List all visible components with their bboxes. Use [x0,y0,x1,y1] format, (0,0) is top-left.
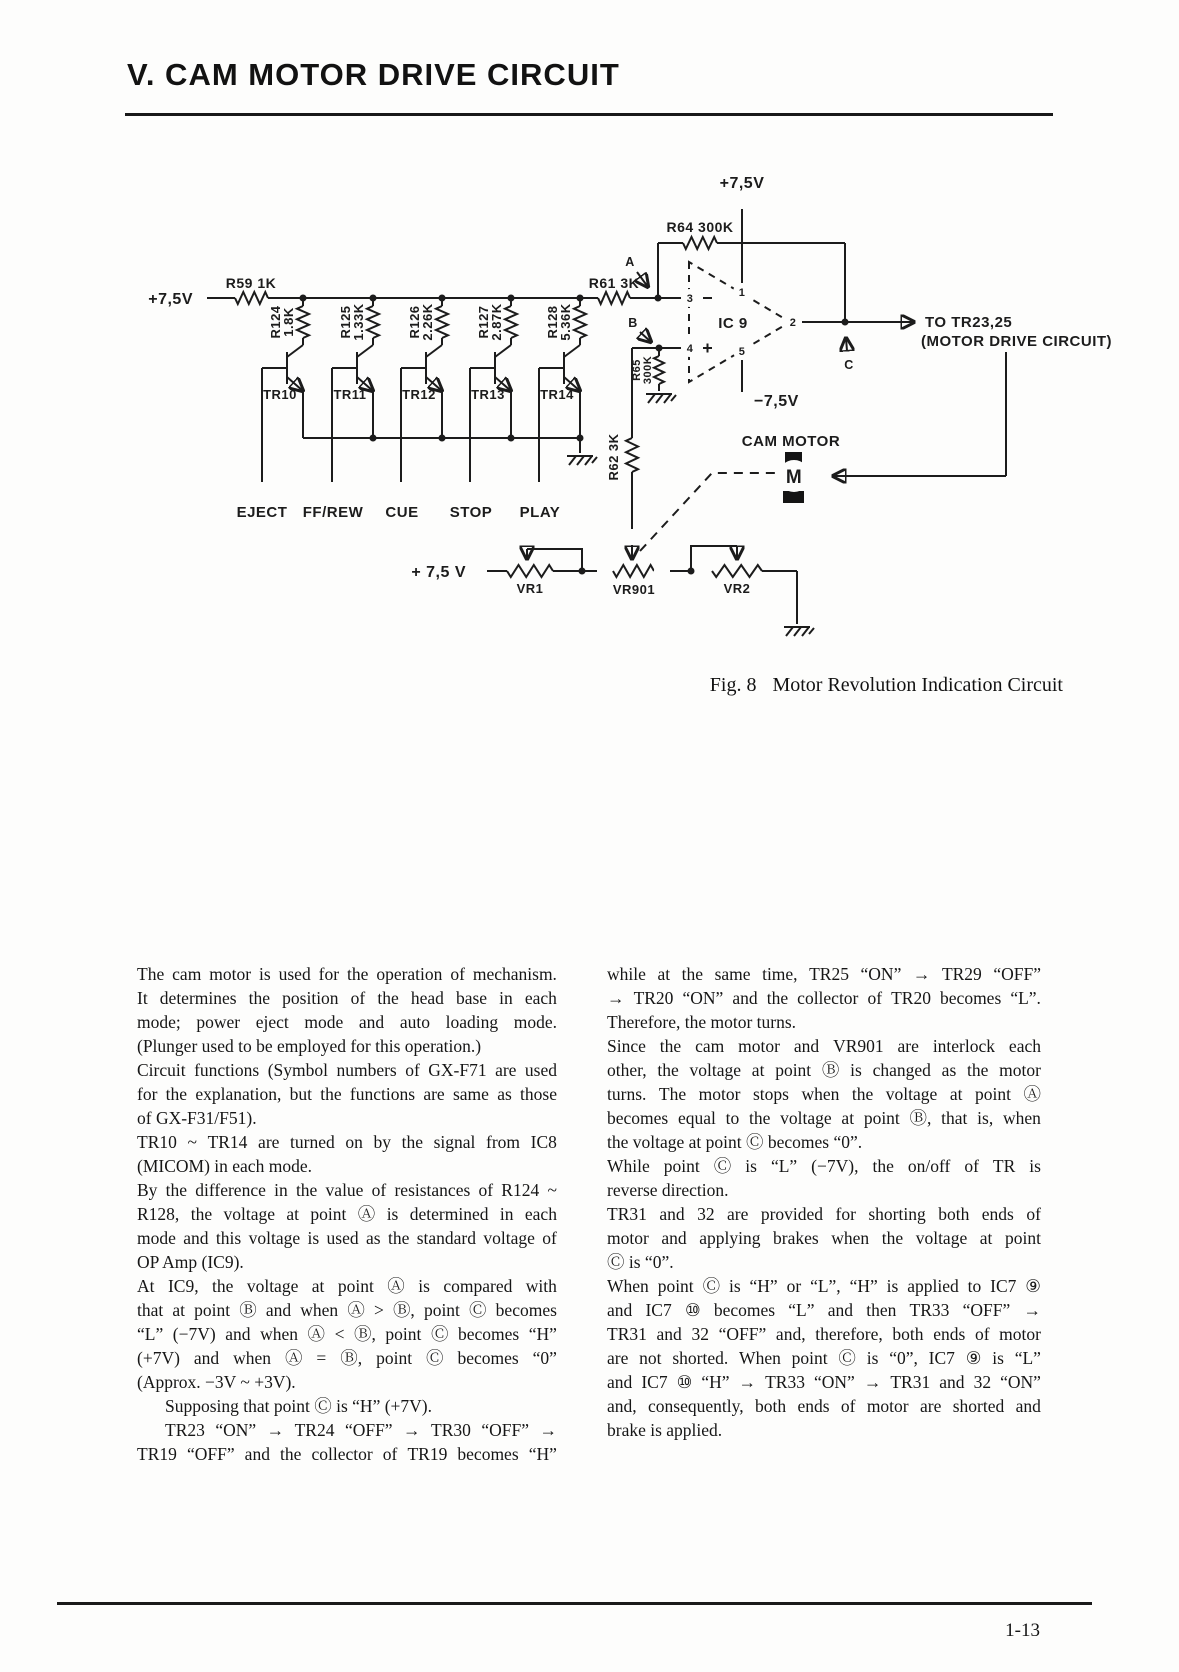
text-line: other, the voltage at point Ⓑ is changed as the motor [607,1060,1041,1080]
vr901-label: VR901 [612,582,656,597]
body-column-left [137,962,557,1466]
r126-name: R126 [407,305,422,339]
supply-bottom-label: −7,5V [754,393,799,410]
supply-left-label: +7,5V [148,291,193,308]
eject-label: EJECT [236,504,288,521]
output-label-2: (MOTOR DRIVE CIRCUIT) [921,333,1113,350]
r65-name: R65 [631,359,643,381]
vr1-resistor [507,565,553,577]
r127-value: 2.87K [489,303,504,341]
text-line: (+7V) and when Ⓐ = Ⓑ, point Ⓒ becomes “0” [137,1348,557,1368]
text-line: When point Ⓒ is “H” or “L”, “H” is applied to IC7 ⑨ [607,1276,1041,1296]
supply-top-label: +7,5V [719,175,765,192]
r59-label: R59 1K [225,275,277,291]
text-line: Ⓒ is “0”. [607,1252,674,1272]
cam-motor-schematic [0,0,1179,680]
tr14-label: TR14 [540,387,574,402]
text-line: R128, the voltage at point Ⓐ is determined in each [137,1204,557,1224]
vr1-label: VR1 [516,581,544,596]
r124-name: R124 [268,305,283,339]
branch-tr12 [385,298,448,521]
vr2-label: VR2 [723,581,751,596]
resistor-r64 [666,219,733,249]
motor-m-label: M [785,467,803,488]
footer-rule [57,1602,1092,1605]
text-line: At IC9, the voltage at point Ⓐ is compared with [137,1276,557,1296]
play-label: PLAY [519,504,561,521]
r128-name: R128 [545,305,560,339]
text-line: While point Ⓒ is “L” (−7V), the on/off of TR is [607,1156,1041,1176]
left-supply-terminal [148,291,207,308]
text-line: are not shorted. When point Ⓒ is “0”, IC7 ⑨ is “L” [607,1348,1041,1368]
pin-5: 5 [738,346,746,358]
text-line: and, consequently, both ends of motor are shorted and [607,1396,1041,1416]
figure-caption [540,674,1063,697]
r65-value: 300K [642,355,654,385]
text-line: By the difference in the value of resistances of R124 ~ [137,1180,557,1200]
resistor-r65 [631,348,676,403]
ground-icon [567,456,597,465]
text-line: Supposing that point Ⓒ is “H” (+7V). [165,1396,433,1416]
pin-4: 4 [686,343,694,355]
text-line: Since the cam motor and VR901 are interlock each [607,1036,1041,1056]
text-line: mode; power eject mode and auto loading mode. [137,1012,557,1032]
tr13-label: TR13 [471,387,505,402]
eject-terminal [254,482,270,498]
output-label-1: TO TR23,25 [925,314,1013,331]
body-column-right [607,962,1041,1442]
text-line: of GX-F31/F51). [137,1108,257,1128]
opamp-vminus-supply [735,360,799,410]
point-c-label: C [844,358,854,372]
text-line: for the explanation, but the functions are same as those [137,1084,557,1104]
ffrew-terminal [324,482,340,498]
figure-number: Fig. 8 [709,674,757,696]
r62-label: R62 3K [606,433,621,481]
r124-value: 1.8K [281,307,296,337]
stop-label: STOP [449,504,493,521]
r125-value: 1.33K [351,303,366,341]
cam-motor-label: CAM MOTOR [741,433,841,450]
cue-label: CUE [385,504,419,521]
pin-2: 2 [789,317,797,329]
r128-value: 5.36K [558,303,573,341]
cam-motor [742,433,840,503]
point-a-label: A [625,255,635,269]
text-line: TR31 and 32 are provided for shorting both ends of [607,1204,1041,1224]
branch-tr13 [450,298,517,521]
pin-3: 3 [686,293,694,305]
text-line: Circuit functions (Symbol numbers of GX-F71 are used [137,1060,557,1080]
text-line: turns. The motor stops when the voltage at point Ⓐ [607,1084,1041,1104]
tr10-label: TR10 [263,387,297,402]
text-line: → TR20 “ON” and the collector of TR20 becomes “L”. [607,988,1041,1008]
ffrew-label: FF/REW [302,504,364,521]
r64-label: R64 300K [666,219,734,235]
text-line: “L” (−7V) and when Ⓐ < Ⓑ, point Ⓒ becomes “H” [137,1324,557,1344]
figure-title: Motor Revolution Indication Circuit [772,674,1063,696]
point-b [622,311,651,342]
motor-vr901-link [640,473,777,551]
text-line: mode and this voltage is used as the standard voltage of [137,1228,557,1248]
r125-name: R125 [338,305,353,339]
resistor-r59 [226,275,276,304]
cue-terminal [393,482,409,498]
resistor-r61 [589,275,639,304]
text-line: (Approx. −3V ~ +3V). [137,1372,296,1392]
text-line: TR31 and 32 “OFF” and, therefore, both ends of motor [607,1324,1041,1344]
text-line: The cam motor is used for the operation of mechanism. [137,964,557,984]
tr11-label: TR11 [333,387,367,402]
text-line: while at the same time, TR25 “ON” → TR29 “OFF” [607,964,1041,984]
vr-row [411,546,814,636]
text-line: the voltage at point Ⓒ becomes “0”. [607,1132,863,1152]
text-line: motor and applying brakes when the voltage at point [607,1228,1041,1248]
branch-tr10 [237,298,309,521]
vr901-resistor [613,565,654,577]
text-line: (Plunger used to be employed for this operation.) [137,1036,482,1056]
branch-tr14 [520,298,586,521]
r127-name: R127 [476,305,491,339]
text-line: (MICOM) in each mode. [137,1156,312,1176]
play-terminal [531,482,547,498]
pin-1: 1 [738,287,746,299]
page-number: 1-13 [1005,1620,1040,1641]
text-line: Therefore, the motor turns. [607,1012,797,1032]
text-line: TR23 “ON” → TR24 “OFF” → TR30 “OFF” → [165,1420,557,1440]
point-c [838,338,860,375]
text-line: TR19 “OFF” and the collector of TR19 becomes “H” [137,1444,557,1464]
plus-icon [703,344,712,353]
r61-label: R61 3K [588,275,640,291]
vr-supply-label: + 7,5 V [411,564,466,581]
text-line: becomes equal to the voltage at point Ⓑ, that is, when [607,1108,1041,1128]
vr2-resistor [712,565,762,577]
stop-terminal [462,482,478,498]
text-line: that at point Ⓑ and when Ⓐ > Ⓑ, point Ⓒ becomes [137,1300,557,1320]
page-title: V. CAM MOTOR DRIVE CIRCUIT [127,57,620,92]
text-line: and IC7 ⑩ becomes “L” and then TR33 “OFF” → [607,1300,1041,1320]
r126-value: 2.26K [420,303,435,341]
text-line: reverse direction. [607,1180,729,1200]
tr12-label: TR12 [402,387,436,402]
point-b-label: B [628,316,638,330]
ic9-label: IC 9 [718,315,748,332]
text-line: OP Amp (IC9). [137,1252,244,1272]
text-line: brake is applied. [607,1420,723,1440]
text-line: TR10 ~ TR14 are turned on by the signal from IC8 [137,1132,557,1152]
text-line: It determines the position of the head base in each [137,988,557,1008]
text-line: and IC7 ⑩ “H” → TR33 “ON” → TR31 and 32 “ON” [607,1372,1041,1392]
branch-tr11 [303,298,379,521]
